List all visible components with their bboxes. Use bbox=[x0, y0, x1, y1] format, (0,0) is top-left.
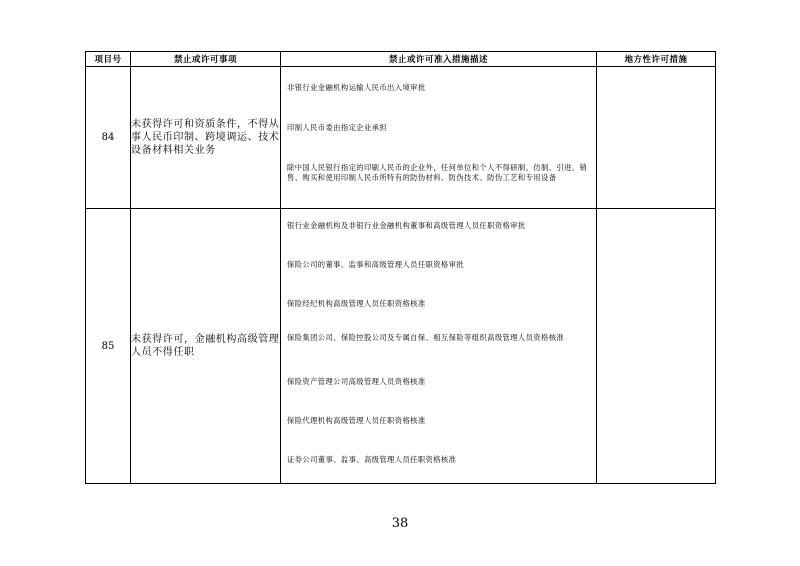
measure-text: 保险经纪机构高级管理人员任职资格核准 bbox=[287, 299, 426, 308]
market-access-table bbox=[85, 51, 716, 484]
header-item-number: 项目号 bbox=[86, 52, 131, 67]
measure-text: 银行业金融机构及非银行业金融机构董事和高级管理人员任职资格审批 bbox=[287, 221, 526, 230]
table-header-row bbox=[86, 52, 716, 67]
measure-text: 保险代理机构高级管理人员任职资格核准 bbox=[287, 416, 426, 425]
measure-text: 证券公司董事、监事、高级管理人员任职资格核准 bbox=[287, 455, 457, 464]
row-number: 84 bbox=[86, 67, 131, 209]
row-local-measure bbox=[597, 209, 716, 484]
measure-text: 非银行业金融机构运输人民币出入境审批 bbox=[287, 83, 426, 92]
row-item: 未获得许可和资质条件，不得从事人民币印制、跨境调运、技术设备材料相关业务 bbox=[131, 67, 281, 209]
measure-text: 保险集团公司、保险控股公司及专属自保、相互保险等组织高级管理人员资格核准 bbox=[287, 333, 565, 342]
measure-text: 保险公司的董事、监事和高级管理人员任职资格审批 bbox=[287, 260, 465, 269]
row-local-measure bbox=[597, 67, 716, 209]
measure-text: 印制人民币委由指定企业承担 bbox=[287, 123, 388, 132]
header-item-name: 禁止或许可事项 bbox=[131, 52, 281, 67]
measure-text: 保险资产管理公司高级管理人员资格核准 bbox=[287, 377, 426, 386]
row-measures bbox=[281, 209, 597, 484]
header-measure-description: 禁止或许可准入措施描述 bbox=[281, 52, 597, 67]
measure-text: 除中国人民银行指定的印刷人民币的企业外，任何单位和个人不得研制、仿制、引进、销售、购买和使用印制人民币所特有的防伪材料、防伪技术、防伪工艺和专用设备 bbox=[287, 163, 588, 182]
table-row bbox=[86, 209, 716, 484]
table-row bbox=[86, 67, 716, 209]
row-number: 85 bbox=[86, 209, 131, 484]
row-item: 未获得许可，金融机构高级管理人员不得任职 bbox=[131, 209, 281, 484]
page-number: 38 bbox=[391, 516, 409, 531]
row-measures bbox=[281, 67, 597, 209]
header-local-measure: 地方性许可措施 bbox=[597, 52, 716, 67]
